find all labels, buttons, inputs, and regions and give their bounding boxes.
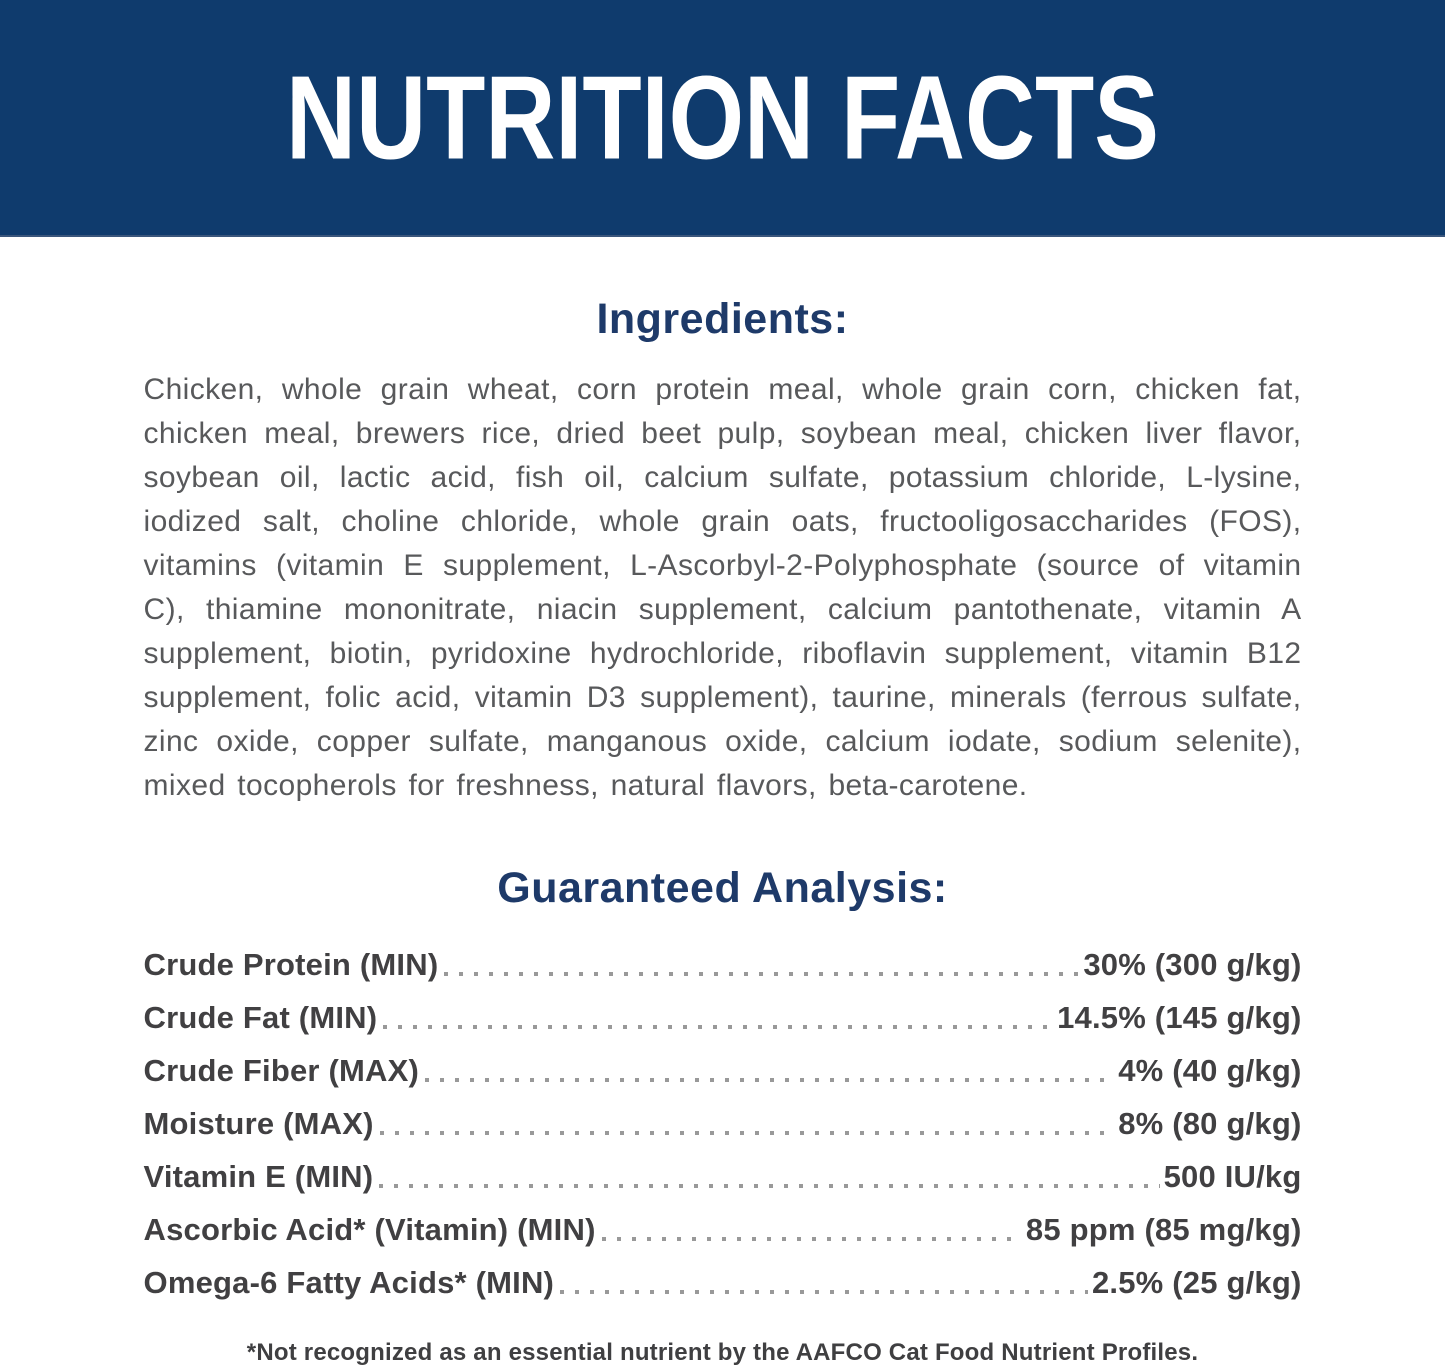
analysis-row-crude-protein <box>144 947 1302 983</box>
analysis-label: Crude Protein (MIN) <box>143 947 439 982</box>
dot-leader <box>602 1237 1022 1241</box>
dot-leader <box>380 1131 1115 1135</box>
dot-leader <box>444 972 1079 976</box>
ingredients-paragraph: Chicken, whole grain wheat, corn protein meal, whole grain corn, chicken fat, chicken meal, brewers rice, dried beet pulp, soybean meal, chicken liver flavor, soybean oil, lactic acid, fish oil, calcium sulfate, potassium chloride, L-lysine, iodized salt, choline chloride, whole grain oats, fructooligosaccharides (FOS), vitamins (vitamin E supplement, L-Ascorbyl-2-Polyphosphate (source of vitamin C), thiamine mononitrate, niacin supplement, calcium pantothenate, vitamin A supplement, biotin, pyridoxine hydrochloride, riboflavin supplement, vitamin B12 supplement, folic acid, vitamin D3 supplement), taurine, minerals (ferrous sulfate, zinc oxide, copper sulfate, manganous oxide, calcium iodate, sodium selenite), mixed tocopherols for freshness, natural flavors, beta-carotene. <box>143 373 1302 802</box>
analysis-row-ascorbic-acid <box>144 1212 1302 1248</box>
analysis-label: Vitamin E (MIN) <box>143 1159 374 1194</box>
banner-title: NUTRITION FACTS <box>286 50 1159 184</box>
analysis-value: 14.5% (145 g/kg) <box>1057 1000 1302 1035</box>
dot-leader <box>379 1184 1159 1188</box>
analysis-row-crude-fat <box>144 1000 1302 1036</box>
analysis-row-vitamin-e <box>144 1159 1302 1195</box>
analysis-value: 500 IU/kg <box>1163 1159 1302 1194</box>
analysis-value: 4% (40 g/kg) <box>1118 1053 1302 1088</box>
dot-leader <box>425 1078 1114 1082</box>
guaranteed-analysis-heading: Guaranteed Analysis: <box>497 864 948 912</box>
dot-leader <box>560 1290 1088 1294</box>
analysis-label: Crude Fiber (MAX) <box>143 1053 420 1088</box>
analysis-value: 2.5% (25 g/kg) <box>1091 1265 1302 1300</box>
analysis-value: 30% (300 g/kg) <box>1083 947 1302 982</box>
dot-leader <box>383 1025 1053 1029</box>
analysis-label: Omega-6 Fatty Acids* (MIN) <box>143 1265 555 1300</box>
analysis-row-crude-fiber <box>144 1053 1302 1089</box>
analysis-row-moisture <box>144 1106 1302 1142</box>
analysis-row-omega-6 <box>144 1265 1302 1301</box>
aafco-footnote: *Not recognized as an essential nutrient by the AAFCO Cat Food Nutrient Profiles. <box>246 1339 1199 1366</box>
analysis-value: 85 ppm (85 mg/kg) <box>1025 1212 1302 1247</box>
analysis-label: Ascorbic Acid* (Vitamin) (MIN) <box>143 1212 596 1247</box>
analysis-value: 8% (80 g/kg) <box>1118 1106 1302 1141</box>
analysis-label: Moisture (MAX) <box>143 1106 374 1141</box>
banner <box>0 0 1445 237</box>
ingredients-heading: Ingredients: <box>596 295 849 343</box>
analysis-label: Crude Fat (MIN) <box>143 1000 378 1035</box>
guaranteed-analysis-table <box>144 947 1302 1301</box>
